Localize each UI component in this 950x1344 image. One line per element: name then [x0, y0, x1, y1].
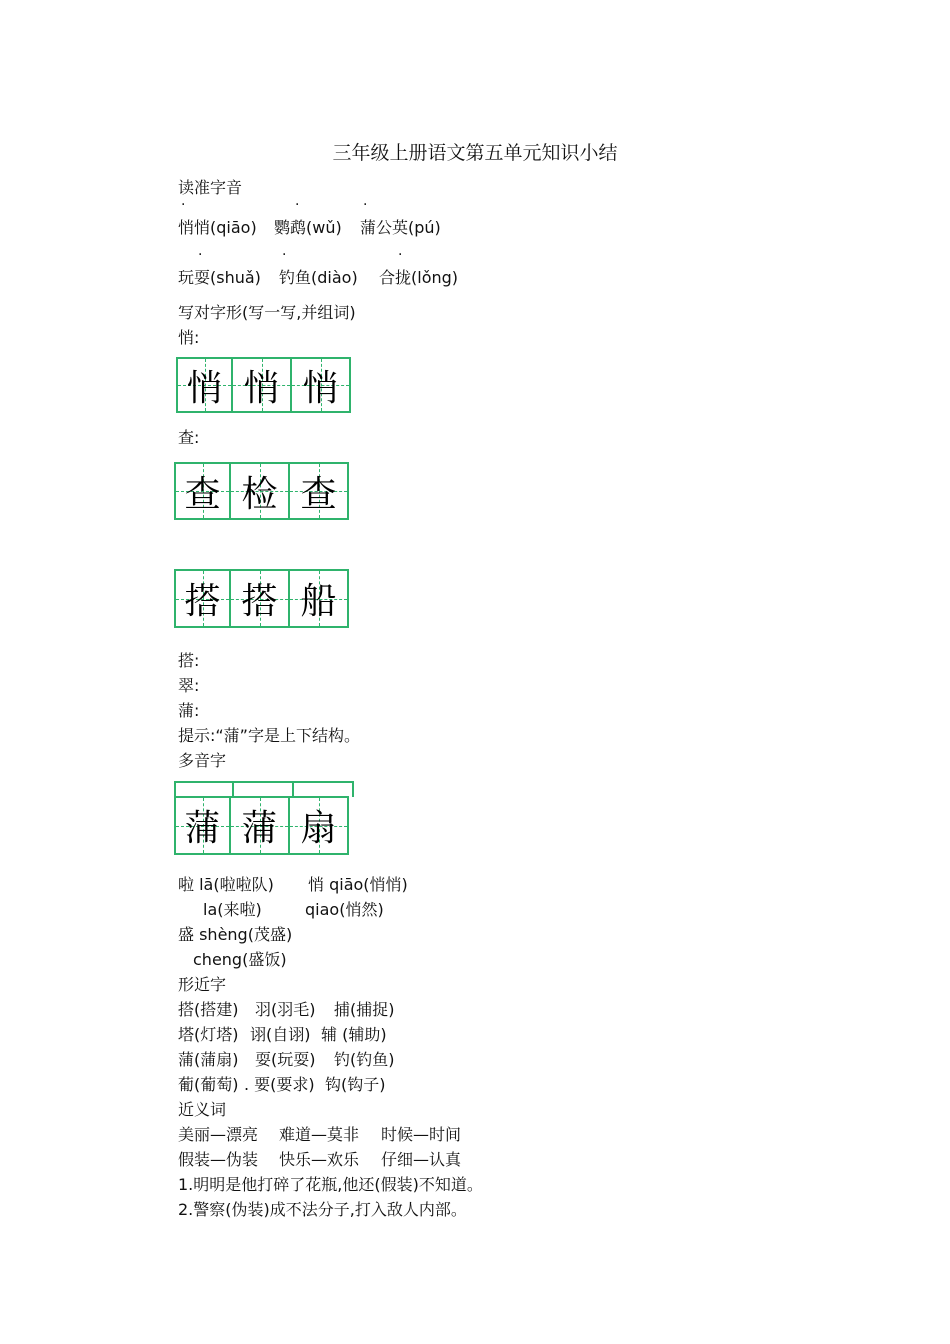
tian-cell: 查 [290, 462, 349, 520]
polyphonic-sheng-2: cheng(盛饭) [193, 950, 287, 969]
similar-item: 蒲(蒲扇) [178, 1050, 239, 1069]
label-cui: 翠: [178, 676, 200, 695]
tian-cell: 搭 [231, 569, 290, 628]
pron-item: 钓鱼(diào) [279, 268, 358, 287]
section-heading-synonyms: 近义词 [178, 1100, 227, 1119]
pronunciation-row-1 [178, 218, 441, 238]
label-cha: 查: [178, 428, 200, 447]
section-heading-writing: 写对字形(写一写,并组词) [178, 303, 356, 322]
similar-item: 塔(灯塔) [178, 1025, 239, 1044]
tian-cell: 悄 [292, 357, 351, 413]
section-heading-polyphonic: 多音字 [178, 751, 227, 770]
similar-item: 捕(捕捉) [334, 1000, 395, 1019]
grid-top-strip [174, 781, 354, 797]
similar-row [178, 1000, 395, 1020]
emphasis-dot: · [181, 197, 186, 213]
similar-item: 葡(葡萄) [178, 1075, 239, 1094]
similar-item: 诩(自诩) [250, 1025, 311, 1044]
label-qiao: 悄: [178, 328, 200, 347]
emphasis-dot: · [282, 247, 287, 263]
similar-row [178, 1075, 386, 1095]
similar-row [178, 1050, 395, 1070]
synonym-row-2 [178, 1150, 461, 1170]
emphasis-dot: · [363, 197, 368, 213]
pron-item: 蒲公英(pú) [360, 218, 441, 237]
synonym-item: 快乐—欢乐 [279, 1150, 360, 1169]
example-sentence-2: 2.警察(伪装)成不法分子,打入敌人内部。 [178, 1200, 467, 1219]
synonym-item: 时候—时间 [381, 1125, 462, 1144]
tian-grid-qiao [176, 357, 351, 413]
emphasis-dot: · [295, 197, 300, 213]
synonym-item: 仔细—认真 [381, 1150, 462, 1169]
hint-text: 提示:“蒲”字是上下结构。 [178, 726, 360, 745]
similar-item: 辅 (辅助) [321, 1025, 387, 1044]
polyphonic-item: qiao(悄然) [305, 900, 384, 919]
label-da: 搭: [178, 651, 200, 670]
tian-grid-pu [174, 796, 349, 855]
synonym-item: 难道—莫非 [279, 1125, 360, 1144]
tian-cell: 检 [231, 462, 290, 520]
similar-item: 羽(羽毛) [255, 1000, 316, 1019]
tian-grid-da [174, 569, 349, 628]
synonym-item: 美丽—漂亮 [178, 1125, 259, 1144]
polyphonic-row-1 [178, 875, 408, 895]
tian-cell: 蒲 [174, 796, 231, 855]
polyphonic-item: 悄 qiāo(悄悄) [308, 875, 408, 894]
polyphonic-row-2 [203, 900, 384, 920]
similar-row [178, 1025, 387, 1045]
pron-item: 鹦鹉(wǔ) [274, 218, 342, 237]
pronunciation-row-2 [178, 268, 458, 288]
polyphonic-item: 啦 lā(啦啦队) [178, 875, 274, 894]
similar-item: . 要(要求) [244, 1075, 315, 1094]
pron-item: 悄悄(qiāo) [178, 218, 257, 237]
section-heading-similar: 形近字 [178, 975, 227, 994]
tian-cell: 查 [174, 462, 231, 520]
section-heading-pronunciation: 读准字音 [178, 178, 243, 197]
synonym-row-1 [178, 1125, 461, 1145]
emphasis-dot: · [198, 247, 203, 263]
similar-item: 搭(搭建) [178, 1000, 239, 1019]
polyphonic-item: la(来啦) [203, 900, 262, 919]
pron-item: 玩耍(shuǎ) [178, 268, 261, 287]
tian-cell: 悄 [233, 357, 292, 413]
example-sentence-1: 1.明明是他打碎了花瓶,他还(假装)不知道。 [178, 1175, 483, 1194]
tian-cell: 悄 [176, 357, 233, 413]
page-title: 三年级上册语文第五单元知识小结 [332, 142, 618, 164]
tian-cell: 搭 [174, 569, 231, 628]
synonym-item: 假装—伪装 [178, 1150, 259, 1169]
tian-cell: 扇 [290, 796, 349, 855]
emphasis-dot: · [398, 247, 403, 263]
tian-cell: 蒲 [231, 796, 290, 855]
similar-item: 耍(玩耍) [255, 1050, 316, 1069]
label-pu: 蒲: [178, 701, 200, 720]
pron-item: 合拢(lǒng) [379, 268, 459, 287]
polyphonic-sheng-1: 盛 shèng(茂盛) [178, 925, 293, 944]
tian-grid-cha [174, 462, 349, 520]
tian-cell: 船 [290, 569, 349, 628]
similar-item: 钓(钓鱼) [334, 1050, 395, 1069]
similar-item: 钩(钩子) [325, 1075, 386, 1094]
